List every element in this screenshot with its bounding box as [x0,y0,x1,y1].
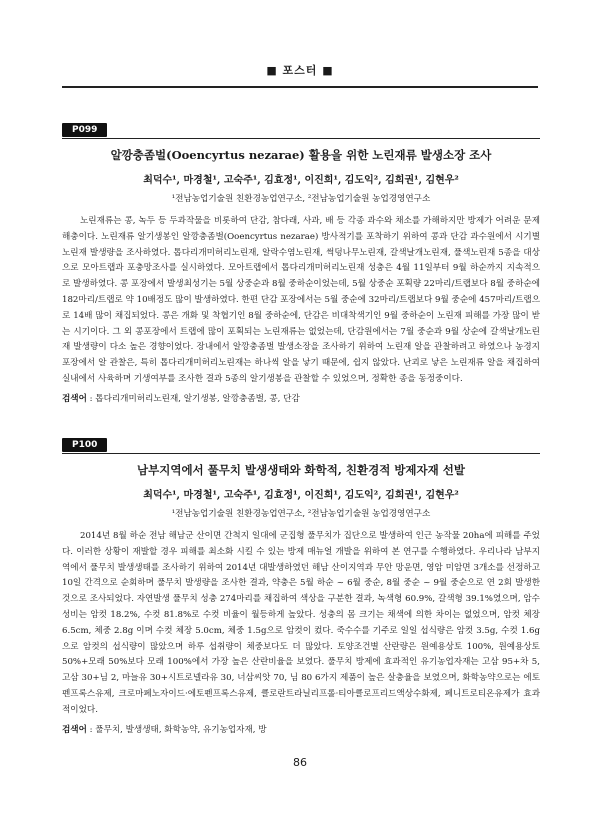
article-abstract: 2014년 8월 하순 전남 해남군 산이면 간척지 일대에 군집형 풀무치가 집단으로 발생하여 인근 농작물 20ha에 피해를 주었다. 이러한 상황이 재발할 경우 피해를 최소화 시킬 수 있는 방제 매뉴얼 개발을 위하여 본 연구를 수행하였다. 우리나라 남부지역에서 풀무치 발생생태를 조사하기 위하여 2014년 대발생하였던 해남 산이지역과 무안 망운면, 영암 미암면 3개소를 선정하고 10일 간격으로 순회하며 풀무치 발생량을 조사한 결과, 약충은 5월 하순 ~ 6월 중순, 8월 중순 ~ 9월 중순으로 연 2회 발생한 것으로 조사되었다. 자연발생 풀무치 성충 274마리를 채집하여 색상을 구분한 결과, 녹색형 60.9%, 갈색형 39.1%였으며, 암수 성비는 암컷 18.2%, 수컷 81.8%로 수컷 비율이 월등하게 높았다. 성충의 몸 크기는 채색에 의한 차이는 없었으며, 암컷 체장 6.5cm, 체중 2.8g 이며 수컷 체장 5.0cm, 체중 1.5g으로 암컷이 컸다. 죽수수를 기주로 일일 섭식량은 암컷 3.5g, 수컷 1.6g 으로 암컷의 섭식량이 많았으며 하루 섭취량이 체중보다도 더 많았다. 토양조건별 산란량은 원예용상토 100%, 원예용상토 50%+모래 50%보다 모래 100%에서 가장 높은 산란비율을 보였다. 풀무치 방제에 효과적인 유기농업자재는 고삼 95+차 5, 고삼 30+님 2, 마늘유 30+시트로넬라유 30, 너삼씨앗 70, 님 80 6가지 제품이 높은 살충율을 보였으며, 화학농약으로는 에토펜프록스유제, 크로마페노자이드·에토펜프록스유제, 클로란트라닐리프롤·티아클로프리드액상수화제, 페니트로티온유제가 효과적이었다. [62,531,540,715]
keywords-label: 검색어 [62,393,87,404]
article-keywords [62,392,540,404]
article-title: 알깡충좀벌(Ooencyrtus nezarae) 활용을 위한 노린재류 발생소장 조사 [110,148,492,162]
article-tag: P100 [62,438,107,452]
header-rule [62,86,538,88]
article-tag: P099 [62,123,107,137]
tag-rule [62,453,540,454]
article-p100 [62,432,540,735]
article-authors: 최덕수¹, 마경철¹, 고숙주¹, 김효정¹, 이진희¹, 김도익², 김희권¹, 김현우² [143,175,459,186]
keywords-text: : 풀무치, 발생생태, 화학농약, 유기농업자재, 방 [86,724,267,735]
article-p099 [62,117,540,404]
article-keywords [62,723,540,735]
section-header: ■ 포스터 ■ [266,64,334,77]
page-number: 86 [293,756,307,769]
tag-rule [62,138,540,139]
article-authors: 최덕수¹, 마경철¹, 고숙주¹, 김효정¹, 이진희¹, 김도익², 김희권¹, 김현우² [143,490,459,501]
article-affiliation: ¹전남농업기술원 친환경농업연구소, ²전남농업기술원 농업경영연구소 [171,194,431,204]
keywords-text: : 톱다리개미허리노린재, 알기생봉, 알깡충좀벌, 콩, 단감 [86,393,300,404]
article-affiliation: ¹전남농업기술원 친환경농업연구소, ²전남농업기술원 농업경영연구소 [171,509,431,519]
article-title: 남부지역에서 풀무치 발생생태와 화학적, 친환경적 방제자재 선발 [137,463,465,477]
article-abstract: 노린재류는 콩, 녹두 등 두과작물을 비롯하여 단감, 참다래, 사과, 배 등 각종 과수와 채소를 가해하지만 방제가 어려운 문제해충이다. 노린재류 알기생봉인 알깡충좀벌(Ooencyrtus nezarae) 방사적기를 포착하기 위하여 콩과 단감 과수원에서 시기별 노린재 발생량을 조사하였다. 톱다리개미허리노린재, 알락수염노린재, 썩덩나무노린재, 갈색날개노린재, 풀색노린재 5종을 대상으로 모아트랩과 포충망조사를 실시하였다. 모아트랩에서 톱다리개미허리노린재 성충은 4월 11일부터 9월 하순까지 지속적으로 발생하였다. 콩 포장에서 발생최성기는 5월 상중순과 8월 중하순이었는데, 5월 상중순 포획량 22마리/트랩보다 8월 중하순에 182마리/트랩로 약 10배정도 많이 발생하였다. 한편 단감 포장에서는 5월 중순에 32마리/트랩보다 9월 중순에 457마리/트랩으로 14배 많이 채집되었다. 콩은 개화 및 착협기인 8월 중하순에, 단감은 비대착색기인 9월 중하순이 노린재 피해를 가장 많이 받는 시기이다. 그 외 콩포장에서 트랩에 많이 포획되는 노린재류는 없었는데, 단감원에서는 7월 중순과 9월 상순에 갈색날개노린재 발생량이 다소 높은 경향이었다. 장내에서 알깡충좀벌 발생소장을 조사하기 위하여 노린재 알을 관찰하려고 하였으나 농경지 포장에서 알 관찰은, 특히 톱다리개미허리노린재는 하나씩 알을 낳기 때문에, 쉽지 않았다. 난괴로 낳은 노린재류 알을 채집하여 실내에서 사육하며 기생여부를 조사한 결과 5종의 알기생봉을 관찰할 수 있었으며, 정확한 종을 동정중이다. [62,216,540,384]
keywords-label: 검색어 [62,724,87,735]
